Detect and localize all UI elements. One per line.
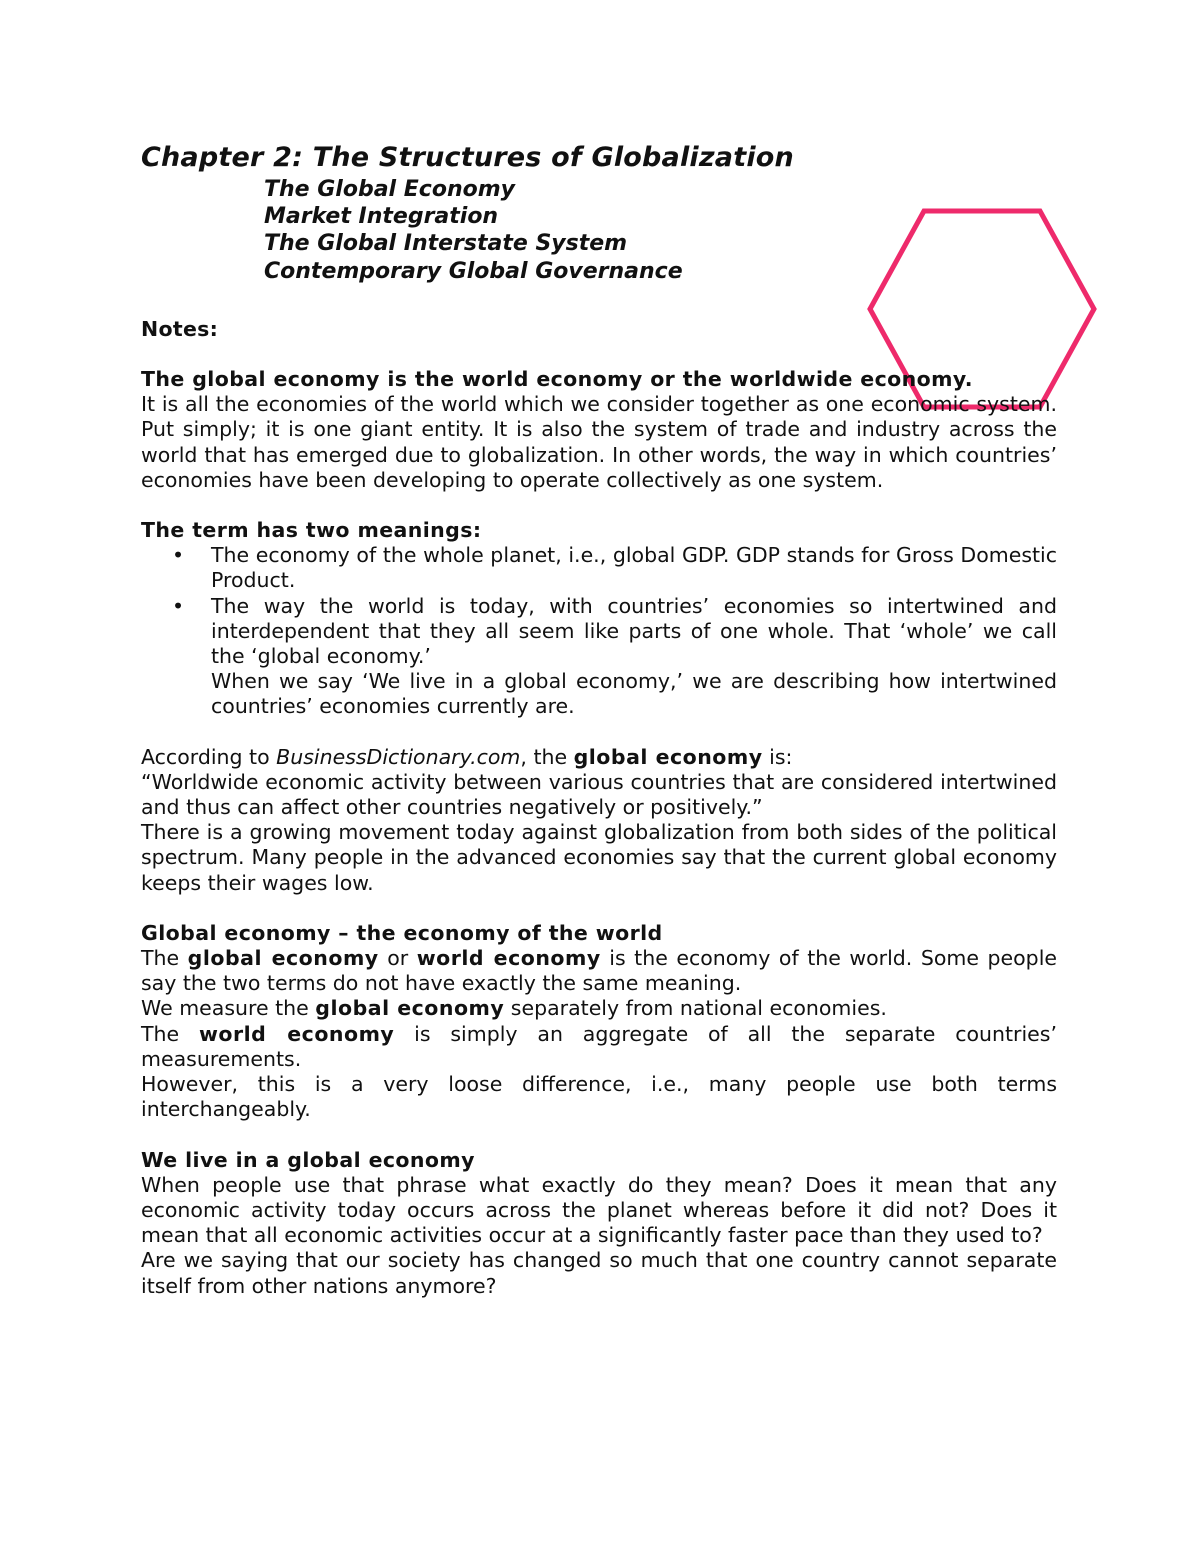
text-run: or <box>378 946 417 971</box>
meanings-heading: The term has two meanings: <box>141 518 482 543</box>
topic-item: The Global Economy <box>264 177 515 202</box>
text-run: The <box>141 1021 199 1046</box>
bullet-icon: • <box>172 593 185 618</box>
spacer <box>141 342 1057 367</box>
term-world-economy: world economy <box>198 1021 395 1046</box>
notes-label: Notes: <box>141 316 219 341</box>
topic-item: The Global Interstate System <box>264 231 628 257</box>
definition-prefix: According to <box>141 744 277 769</box>
meaning-item <box>141 543 1057 593</box>
text-run: is the economy of the world. Some people say the two terms do not have exactly the same meaning. <box>141 946 1058 996</box>
definition-middle: , the <box>520 744 574 769</box>
bullet-icon: • <box>172 543 185 568</box>
definition-suffix: is: <box>762 744 793 769</box>
document-content <box>141 140 1057 1299</box>
text-run: separately from national economies. <box>504 996 887 1021</box>
term-world-economy: world economy <box>416 946 601 971</box>
spacer <box>141 896 1057 921</box>
live-heading: We live in a global economy <box>141 1147 475 1172</box>
spacer <box>141 1123 1057 1148</box>
global-economy-paragraph-2 <box>141 996 1057 1021</box>
topic-item: Contemporary Global Governance <box>264 258 683 284</box>
meaning-item <box>141 594 1057 720</box>
topic-item: Market Integration <box>264 204 499 230</box>
term-global-economy: global economy <box>315 996 505 1021</box>
intro-paragraph: It is all the economies of the world which we consider together as one economic system. Put simply; it is one giant entity. It is also the system of trade and industry across the world that has emerged due to globalization. In other words, the way in which countries’ economies have been developing to operate collectively as one system. <box>141 392 1057 492</box>
term-global-economy: global economy <box>187 946 379 971</box>
definition-quote: “Worldwide economic activity between various countries that are considered intertwined and thus can affect other countries negatively or positively.” <box>141 769 1057 820</box>
global-economy-paragraph-4: However, this is a very loose difference, i.e., many people use both terms interchangeably. <box>141 1072 1057 1122</box>
topic-list <box>264 176 1057 285</box>
text-run: We measure the <box>141 996 316 1021</box>
meaning-text: The economy of the whole planet, i.e., global GDP. GDP stands for Gross Domestic Product. <box>211 543 1057 593</box>
live-paragraph-1: When people use that phrase what exactly do they mean? Does it mean that any economic activity today occurs across the planet whereas before it did not? Does it mean that all economic activities occur at a significantly faster pace than they used to? <box>141 1172 1057 1248</box>
live-paragraph-2: Are we saying that our society has changed so much that one country cannot separate itself from other nations anymore? <box>141 1248 1057 1298</box>
intro-lead: The global economy is the world economy or the worldwide economy. <box>141 367 973 392</box>
global-economy-heading: Global economy – the economy of the world <box>141 920 663 945</box>
meanings-list <box>141 543 1057 719</box>
spacer <box>141 493 1057 518</box>
spacer <box>141 720 1057 745</box>
definition-source: BusinessDictionary.com <box>276 744 521 769</box>
spacer <box>141 285 1057 317</box>
text-run: is simply an aggregate of all the separate countries’ measurements. <box>141 1021 1057 1071</box>
definition-intro <box>141 745 1057 770</box>
meaning-followup: When we say ‘We live in a global economy,’ we are describing how intertwined countries’ economies currently are. <box>211 669 1057 719</box>
global-economy-paragraph-3 <box>141 1022 1057 1072</box>
meaning-text: The way the world is today, with countries’ economies so intertwined and interdependent that they all seem like parts of one whole. That ‘whole’ we call the ‘global economy.’ <box>211 593 1057 669</box>
movement-paragraph: There is a growing movement today against globalization from both sides of the political spectrum. Many people in the advanced economies say that the current global economy keeps their wages low. <box>141 820 1057 895</box>
definition-term: global economy <box>573 744 763 769</box>
text-run: The <box>141 946 188 971</box>
chapter-title: Chapter 2: The Structures of Globalization <box>141 142 794 173</box>
global-economy-paragraph-1 <box>141 946 1057 996</box>
